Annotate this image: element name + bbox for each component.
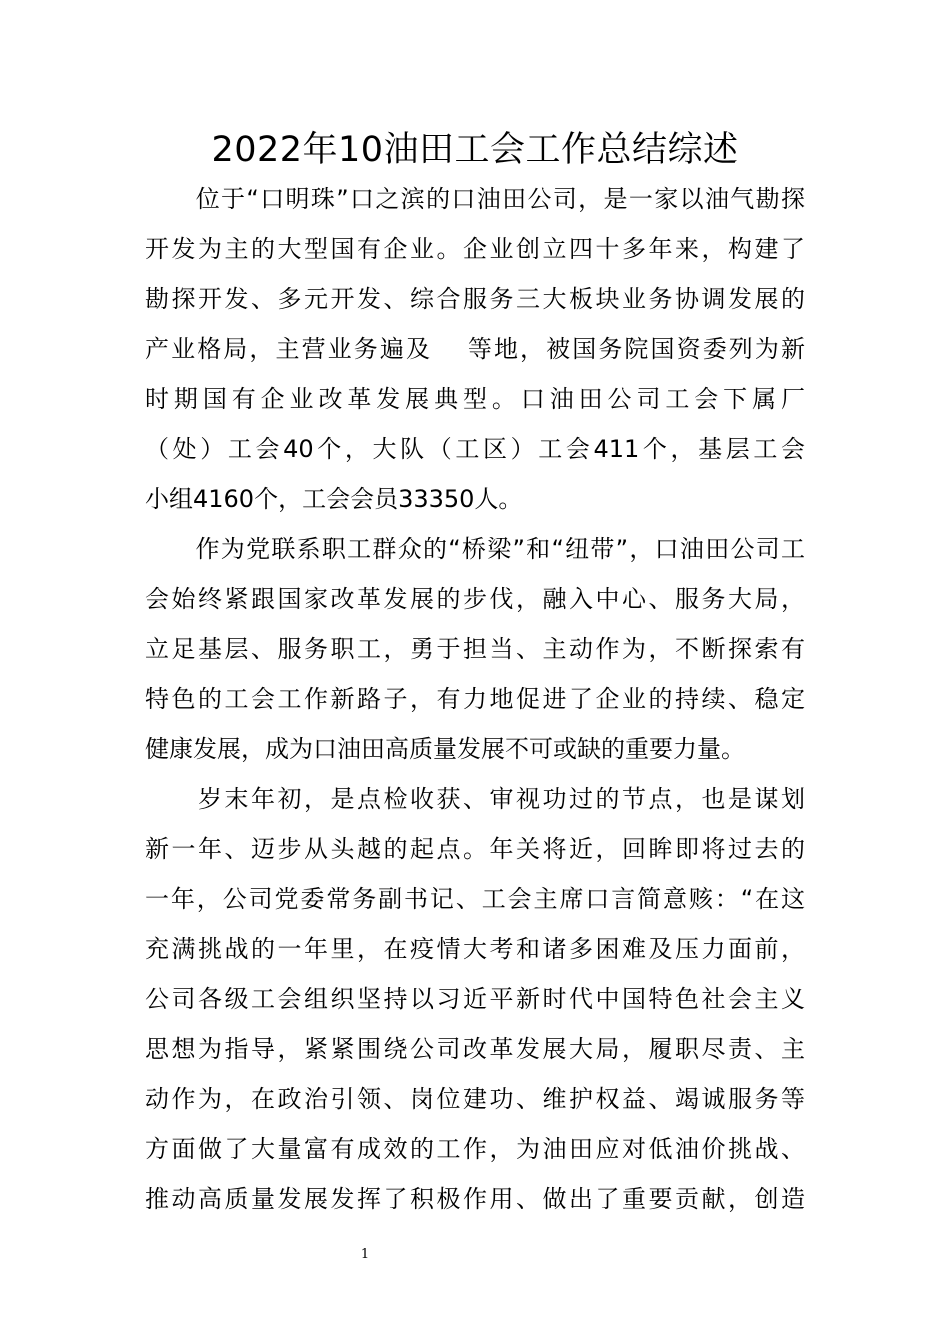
document-title: 2022年10油田工会工作总结综述	[211, 130, 739, 170]
paragraph-2-line-3: 立足基层、服务职工，勇于担当、主动作为，不断探索有	[145, 635, 805, 663]
paragraph-2-line-4: 特色的工会工作新路子，有力地促进了企业的持续、稳定	[145, 685, 805, 713]
paragraph-1-line-2: 开发为主的大型国有企业。企业创立四十多年来，构建了	[145, 235, 805, 263]
paragraph-1-line-5: 时期国有企业改革发展典型。口油田公司工会下属厂	[145, 385, 805, 413]
paragraph-3-line-3: 一年，公司党委常务副书记、工会主席口言简意赅：“在这	[145, 885, 805, 913]
paragraph-1-line-6: （处）工会40个，大队（工区）工会411个，基层工会	[145, 435, 805, 463]
paragraph-2-line-2: 会始终紧跟国家改革发展的步伐，融入中心、服务大局，	[145, 585, 805, 613]
page-number: 1	[360, 1247, 370, 1262]
paragraph-3-line-9: 推动高质量发展发挥了积极作用、做出了重要贡献，创造	[145, 1185, 805, 1213]
paragraph-1-line-4: 产业格局，主营业务遍及 等地，被国务院国资委列为新	[145, 335, 805, 363]
paragraph-1-line-3: 勘探开发、多元开发、综合服务三大板块业务协调发展的	[145, 285, 805, 313]
paragraph-3-line-2: 新一年、迈步从头越的起点。年关将近，回眸即将过去的	[145, 835, 805, 863]
paragraph-3-line-6: 思想为指导，紧紧围绕公司改革发展大局，履职尽责、主	[145, 1035, 805, 1063]
paragraph-3-line-8: 方面做了大量富有成效的工作，为油田应对低油价挑战、	[145, 1135, 805, 1163]
paragraph-3-line-7: 动作为，在政治引领、岗位建功、维护权益、竭诚服务等	[145, 1085, 805, 1113]
paragraph-3-line-5: 公司各级工会组织坚持以习近平新时代中国特色社会主义	[145, 985, 805, 1013]
paragraph-1-line-7: 小组4160个，工会会员33350人。	[145, 485, 523, 513]
paragraph-2-line-1: 作为党联系职工群众的“桥梁”和“纽带”，口油田公司工	[145, 535, 805, 563]
paragraph-2-line-5: 健康发展，成为口油田高质量发展不可或缺的重要力量。	[145, 735, 745, 763]
paragraph-3-line-1: 岁末年初，是点检收获、审视功过的节点，也是谋划	[145, 785, 805, 813]
paragraph-1-line-1: 位于“口明珠”口之滨的口油田公司，是一家以油气勘探	[145, 185, 805, 213]
paragraph-3-line-4: 充满挑战的一年里，在疫情大考和诸多困难及压力面前，	[145, 935, 805, 963]
